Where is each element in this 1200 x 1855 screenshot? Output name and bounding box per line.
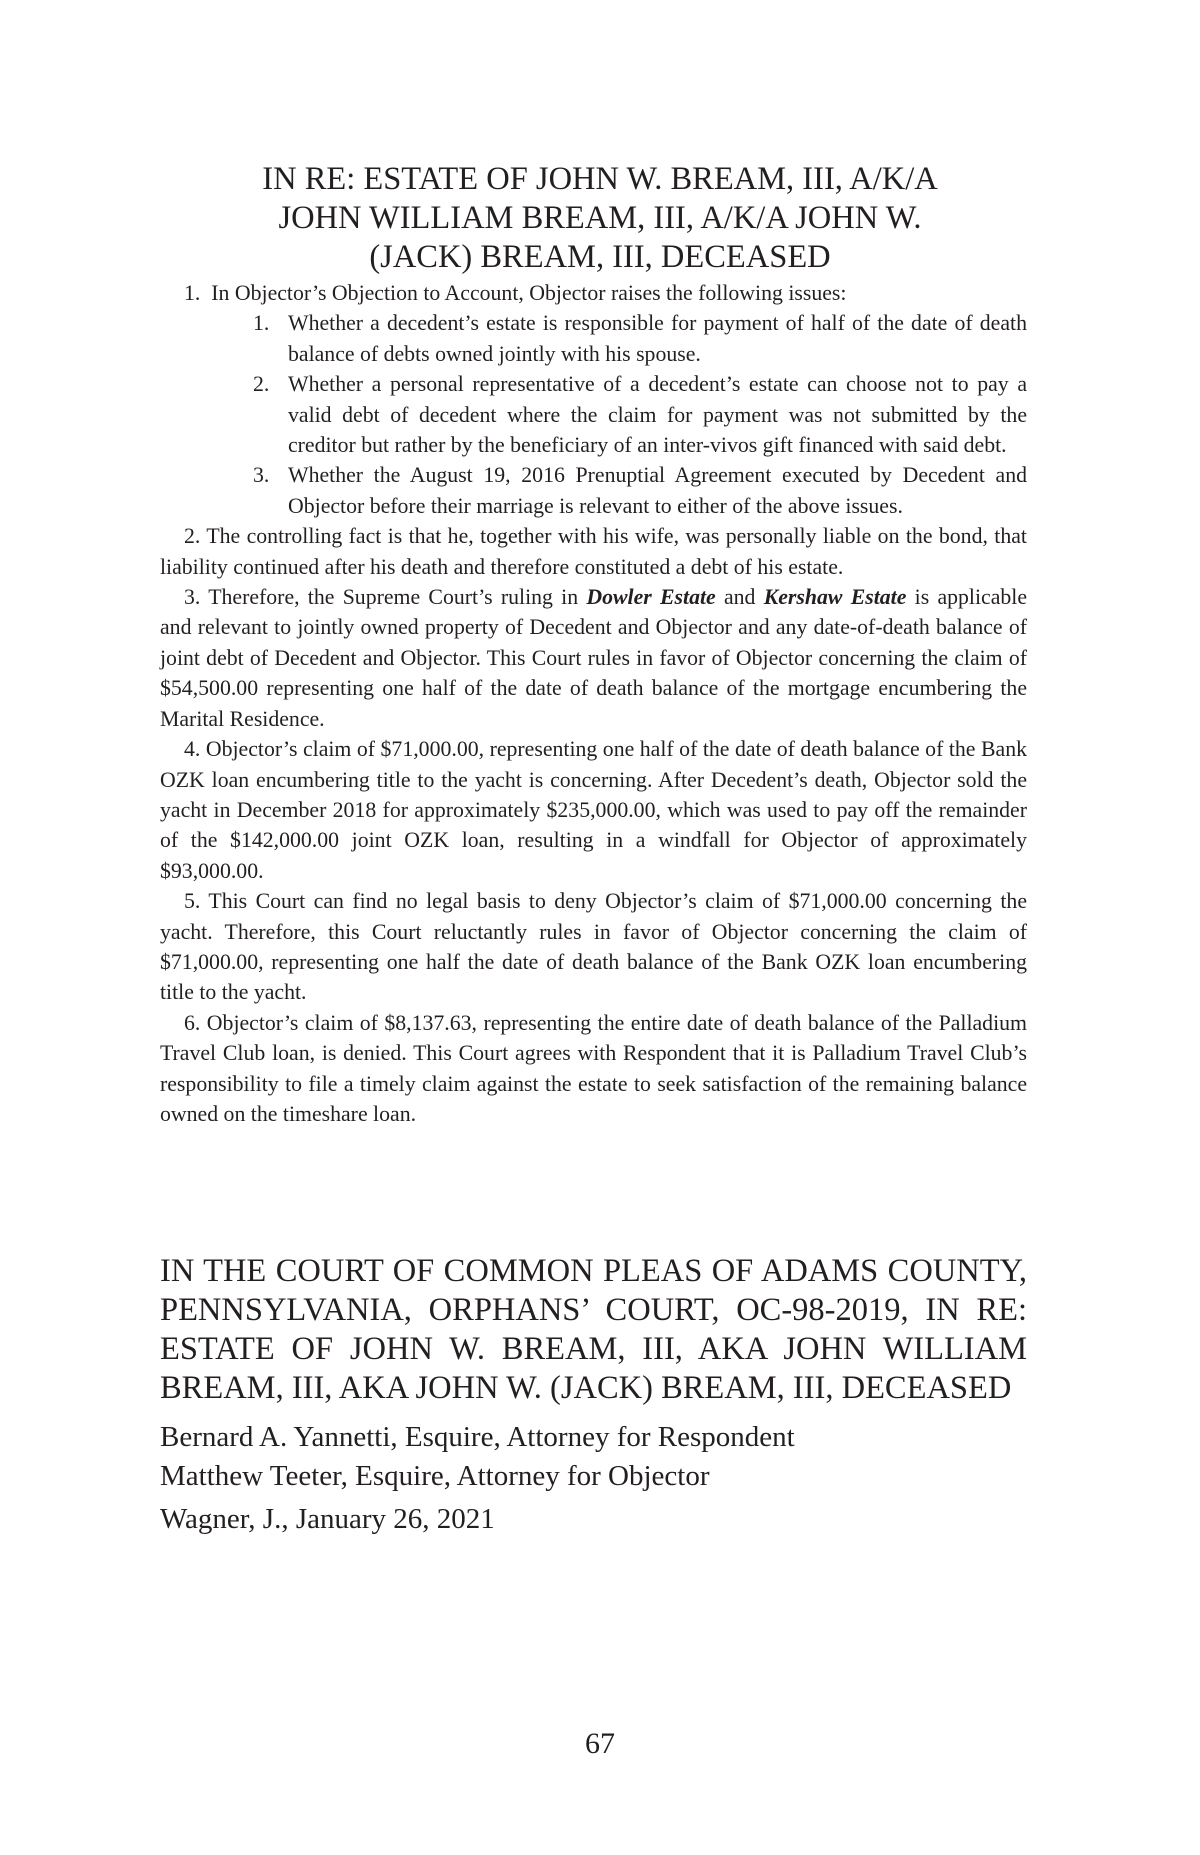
issue-text: Whether a decedent’s estate is responsible for payment of half of the date of death balance of debts owned jointly with his spouse. <box>288 311 1027 366</box>
case-citation: Dowler Estate <box>586 585 716 610</box>
caption-line: BREAM, III, AKA JOHN W. (JACK) BREAM, III, DECEASED <box>160 1370 1012 1406</box>
heading-line: JOHN WILLIAM BREAM, III, A/K/A JOHN W. <box>278 200 922 236</box>
issue-number: 1. <box>253 311 270 336</box>
caption-line: IN THE COURT OF COMMON PLEAS OF ADAMS COUNTY, <box>160 1253 1027 1289</box>
page-number: 67 <box>585 1727 615 1760</box>
issue-text: Whether the August 19, 2016 Prenuptial Agreement executed by Decedent and Objector before their marriage is relevant to either of the above issues. <box>288 463 1027 518</box>
headnote-paragraph-5: 5. This Court can find no legal basis to deny Objector’s claim of $71,000.00 concerning the yacht. Therefore, this Court reluctantly rules in favor of Objector concerning the claim of $71,000.00, representing one half the date of death balance of the Bank OZK loan encumbering title to the yacht. <box>160 889 1027 1005</box>
headnote-paragraph-3 <box>160 582 1027 734</box>
case-citation: Kershaw Estate <box>763 585 907 610</box>
headnote-paragraph-6: 6. Objector’s claim of $8,137.63, representing the entire date of death balance of the Palladium Travel Club loan, is denied. This Court agrees with Respondent that it is Palladium Travel Club’s responsibility to file a timely claim against the estate to seek satisfaction of the remaining balance owned on the timeshare loan. <box>160 1010 1027 1126</box>
issue-text: Whether a personal representative of a decedent’s estate can choose not to pay a valid debt of decedent where the claim for payment was not submitted by the creditor but rather by the beneficiary of an inter-vivos gift financed with said debt. <box>288 372 1027 458</box>
issue-number: 2. <box>253 372 270 397</box>
paragraph-text: and <box>715 585 764 610</box>
issue-item <box>253 460 1027 521</box>
paragraph-text: 3. Therefore, the Supreme Court’s ruling in <box>184 585 587 610</box>
paragraph-text: is applicable and relevant to jointly owned property of Decedent and Objector and any date-of-death balance of joint debt of Decedent and Objector. This Court rules in favor of Objector concerning the claim of $54,500.00 representing one half of the date of death balance of the mortgage encumbering the Marital Residence. <box>160 585 1028 731</box>
case-heading <box>160 160 1040 277</box>
respondent-counsel: Bernard A. Yannetti, Esquire, Attorney for Respondent <box>160 1421 795 1453</box>
issue-item <box>253 308 1027 369</box>
caption-line: PENNSYLVANIA, ORPHANS’ COURT, OC-98-2019, IN RE: <box>160 1292 1027 1328</box>
heading-line: (JACK) BREAM, III, DECEASED <box>369 239 831 275</box>
headnotes-body <box>160 278 1027 1129</box>
headnote-paragraph-4: 4. Objector’s claim of $71,000.00, representing one half of the date of death balance of the Bank OZK loan encumbering title to the yacht is concerning. After Decedent’s death, Objector sold the yacht in December 2018 for approximately $235,000.00, which was used to pay off the remainder of the $142,000.00 joint OZK loan, resulting in a windfall for Objector of approximately $93,000.00. <box>160 737 1027 883</box>
paragraph-number: 1. <box>184 281 201 305</box>
caption-line: ESTATE OF JOHN W. BREAM, III, AKA JOHN WILLIAM <box>160 1331 1027 1367</box>
paragraph-text: In Objector’s Objection to Account, Objector raises the following issues: <box>211 281 847 305</box>
headnote-paragraph-2: 2. The controlling fact is that he, together with his wife, was personally liable on the bond, that liability continued after his death and therefore constituted a debt of his estate. <box>160 524 1027 579</box>
objector-counsel: Matthew Teeter, Esquire, Attorney for Objector <box>160 1459 710 1492</box>
issue-number: 3. <box>253 463 270 488</box>
issue-item <box>253 369 1027 460</box>
headnote-paragraph-1 <box>160 278 1027 308</box>
judge-date-line: Wagner, J., January 26, 2021 <box>160 1503 495 1535</box>
court-caption <box>160 1252 1027 1408</box>
counsel-block <box>160 1418 1027 1495</box>
heading-line: IN RE: ESTATE OF JOHN W. BREAM, III, A/K/A <box>262 161 938 197</box>
